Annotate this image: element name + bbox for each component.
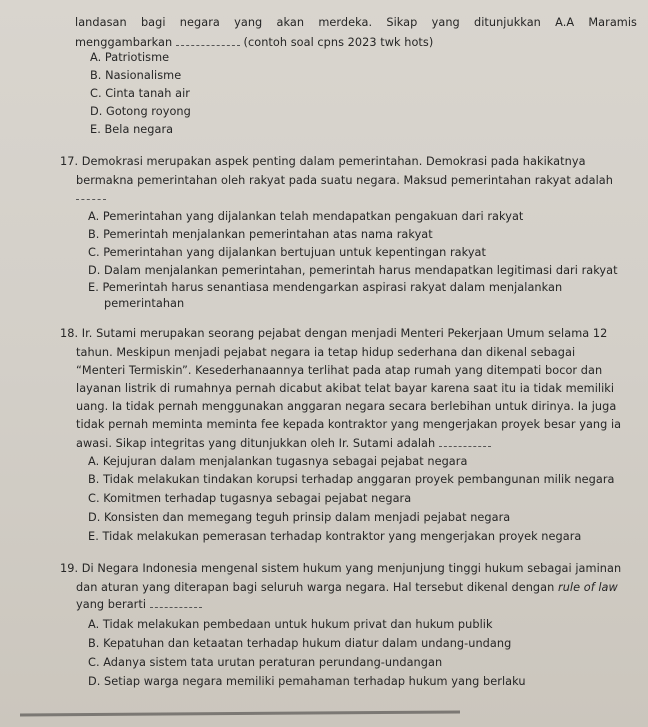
intro-word: Maramis [588,16,637,29]
intro-word: Sikap [386,16,418,29]
q17-stem-line-2: bermakna pemerintahan oleh rakyat pada suatu negara. Maksud pemerintahan rakyat adalah [76,174,613,187]
answer-blank [76,189,106,200]
q18-stem-line-7 [76,436,491,451]
q19-stem-line-2 [76,581,618,595]
q19-stem-line-3-text: yang berarti [76,598,147,611]
intro-option-e: E. Bela negara [90,123,174,136]
intro-word: A.A [555,16,575,29]
q18-option-b: B. Tidak melakukan tindakan korupsi terhadap anggaran proyek pembangunan milik negara [88,473,615,486]
q18-option-e: E. Tidak melakukan pemerasan terhadap kontraktor yang mengerjakan proyek negara [88,530,582,543]
q18-option-a: A. Kejujuran dalam menjalankan tugasnya sebagai pejabat negara [88,455,468,468]
intro-line-2-text: menggambarkan [75,36,173,49]
q19-option-b: B. Kepatuhan dan ketaatan terhadap hukum diatur dalam undang-undang [88,637,512,650]
q17-option-a: A. Pemerintahan yang dijalankan telah mendapatkan pengakuan dari rakyat [88,210,524,223]
q19-stem-line-2-text: dan aturan yang diterapan bagi seluruh warga negara. Hal tersebut dikenal dengan [76,581,555,594]
q19-option-c: C. Adanya sistem tata urutan peraturan perundang-undangan [88,656,443,669]
q17-stem-line-1: 17. Demokrasi merupakan aspek penting dalam pemerintahan. Demokrasi pada hakikatnya [60,155,586,168]
answer-blank [150,597,202,608]
intro-word: ditunjukkan [474,16,541,29]
answer-blank [439,436,491,447]
q18-stem-line-7-text: awasi. Sikap integritas yang ditunjukkan oleh Ir. Sutami adalah [76,437,436,450]
q19-option-d: D. Setiap warga negara memiliki pemahaman terhadap hukum yang berlaku [88,675,526,688]
page-edge-shadow [20,710,460,716]
q18-option-c: C. Komitmen terhadap tugasnya sebagai pejabat negara [88,492,412,505]
q18-stem-line-1: 18. Ir. Sutami merupakan seorang pejabat dengan menjadi Menteri Pekerjaan Umum selama 12 [60,327,608,340]
intro-option-b: B. Nasionalisme [90,69,182,82]
q19-option-a: A. Tidak melakukan pembedaan untuk hukum privat dan hukum publik [88,618,493,631]
intro-option-a: A. Patriotisme [90,51,170,64]
q17-option-e-line-1: E. Pemerintah harus senantiasa mendengarkan aspirasi rakyat dalam menjalankan [88,281,563,294]
q19-rule-of-law: rule of law [558,581,618,594]
intro-source-note: (contoh soal cpns 2023 twk hots) [243,36,434,49]
q18-stem-line-3: “Menteri Termiskin”. Kesederhanaannya terlihat pada atap rumah yang ditempati bocor dan [76,364,603,377]
intro-word: bagi [140,16,166,29]
intro-line-2 [75,35,433,50]
q17-option-b: B. Pemerintah menjalankan pemerintahan atas nama rakyat [88,228,433,241]
q18-stem-line-6: tidak pernah meminta meminta fee kepada kontraktor yang mengerjakan proyek besar yang ia [76,418,622,431]
intro-word: merdeka. [318,16,373,29]
q18-stem-line-2: tahun. Meskipun menjadi pejabat negara ia tetap hidup sederhana dan dikenal sebagai [76,346,576,359]
intro-option-d: D. Gotong royong [90,105,191,118]
q18-stem-line-4: layanan listrik di rumahnya pernah dicabut akibat telat bayar karena saat itu ia tidak memiliki [76,382,615,395]
intro-option-c: C. Cinta tanah air [90,87,190,100]
q19-stem-line-3 [76,597,202,612]
q17-option-d: D. Dalam menjalankan pemerintahan, pemerintah harus mendapatkan legitimasi dari rakyat [88,264,618,277]
q17-option-c: C. Pemerintahan yang dijalankan bertujuan untuk kepentingan rakyat [88,246,487,259]
q17-option-e-line-2: pemerintahan [104,297,185,310]
q18-option-d: D. Konsisten dan memegang teguh prinsip dalam menjadi pejabat negara [88,511,511,524]
intro-word: yang [234,16,263,29]
answer-blank [176,35,240,46]
q17-answer-blank [76,189,106,204]
q18-stem-line-5: uang. Ia tidak pernah menggunakan anggaran negara secara berlebihan untuk dirinya. Ia juga [76,400,617,413]
q19-stem-line-1: 19. Di Negara Indonesia mengenal sistem hukum yang menjunjung tinggi hukum sebagai jaminan [60,562,622,575]
intro-word: negara [179,16,220,29]
intro-word: landasan [75,16,127,29]
intro-word: yang [431,16,460,29]
intro-line-1 [75,16,637,30]
intro-word: akan [276,16,305,29]
